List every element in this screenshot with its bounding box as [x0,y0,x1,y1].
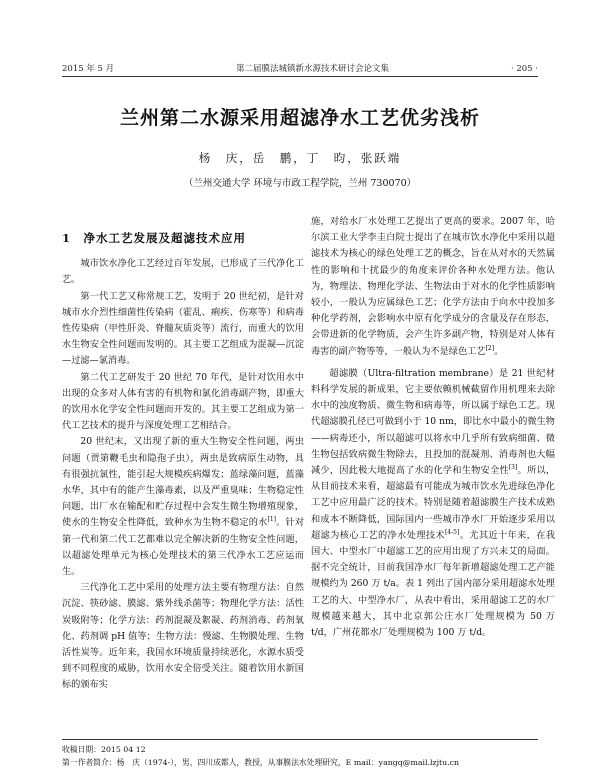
citation-ref: [1] [267,516,276,524]
citation-ref: [2] [485,344,495,352]
left-column [62,222,304,694]
paragraph: 三代净化工艺中采用的处理方法主要有物理方法：自然沉淀、筷砂滤、膜滤、紫外线杀菌等；物理化学方法：活性炭吸附等；化学方法：药剂混凝及絮凝、药剂消毒、药剂氧化、药剂调 pH 值等；生物方法：慢滤、生物膜处理、生物活性炭等。近年来，我国水环境质量持续恶化，水源水质受到不同程度的威胁，饮用水安全倍受关注。随着饮用水新国标的颁布实 [62,582,304,691]
paragraph-text: 20 世纪末，又出现了新的重大生物安全性问题，两虫问题（贾第鞭毛虫和隐孢子虫），两虫是致病原生动物，具有很强抗氯性，能引起大规模疾病爆发；蓝绿藻问题，蓝藻水华，其中有的能产生藻毒素，以及严重臭味；生物稳定性问题，出厂水在输配和贮存过程中会发生微生物增殖现象，使水的生物安全性降低，致种水为生物不稳定的水 [62,436,304,529]
paragraph-text: 。所以，从目前技术来看，超滤最有可能成为城市饮水先进绿色净化工艺中应用最广泛的技术。特别是随着超滤膜生产技术成熟和成本不断降低，国际国内一些城市净水厂开始逐步采用以超滤为核心工艺的净水处理技术 [311,465,556,541]
author-bio: 第一作者简介：杨 庆（1974-），男，四川成都人，教授，从事膜法水处理研究，E mail：yangq@mail.lzjtu.cn [62,758,460,767]
header-date: 2015 年 5 月 [62,64,115,74]
paragraph [311,214,555,360]
right-column [311,214,555,641]
paragraph [62,434,304,580]
affiliation: （兰州交通大学 环境与市政工程学院，兰州 730070） [183,178,417,189]
header-proceedings-title: 第二届膜法城镇新水源技术研讨会论文集 [236,64,390,74]
author-list: 杨 庆，岳 鹏，丁 昀，张跃端 [198,151,402,165]
footnote [62,739,538,769]
paragraph [311,366,555,641]
citation-ref: [4-5] [444,528,460,536]
paragraph-text: 。尤其近十年来，在我国大、中型水厂中超滤工艺的应用出现了方兴未艾的局面。据不完全统计，目前我国净水厂每年新增超滤处理工艺产能规模约为 260 万 t/a。表 1 列出了国内部分采用超滤水处理工艺的大、中型净水厂，从表中看出，采用超滤工艺的水厂规模越来越大，其中北京郭公庄水厂处理规模为 50 万 t/d，广州花都水厂处理规模为 100 万 t/d。 [311,529,556,639]
received-date: 收稿日期：2015 04 12 [62,745,146,754]
paragraph: 第一代工艺又称常规工艺，发明于 20 世纪初，是针对城市水介烈性细菌性传染病（霍乱、痢疾、伤寒等）和病毒性传染病（甲性肝炎、脊髓灰质炎等）流行，而重大的饮用水生物安全性问题而发明的。其主要工艺组成为混凝—沉淀—过滤—氯消毒。 [62,290,304,367]
paragraph-text: 超滤膜（Ultra-filtration membrane）是 21 世纪材料科学发展的新成果，它主要依赖机械截留作用机理来去除水中的浊度物质、微生物和病毒等，所以属于绿色工艺。现代超滤膜孔径已可做到小于 10 nm，即比水中最小的微生物——病毒还小，所以超滤可以将水中几乎所有致病细菌、微生物包括致病微生物除去，且投加的混凝剂、消毒剂也大幅减少，因此极大地提高了水的化学和生物安全性 [311,367,555,477]
paper-title: 兰州第二水源采用超滤净水工艺优劣浅析 [119,107,480,129]
paragraph-text: 。 [494,345,504,357]
paragraph-text: 施，对给水厂水处理工艺提出了更高的要求。2007 年，哈尔滨工业大学李圭白院士提出了在城市饮水净化中采用以超滤技术为核心的绿色处理工艺的概念，旨在从对水的天然属性的影响和十扰最少的角度来评价各种水处理方法。他认为，物理法、物理化学法、生物法由于对水的化学性质影响较小，一般认为应属绿色工艺；化学方法由于向水中投加多种化学药剂，会影响水中原有化学成分的含量及存在形态，会带进新的化学物质，会产生许多副产物，特别是对人体有毒害的副产物等等，一般认为不是绿色工艺 [311,216,555,357]
section-heading: 1 净水工艺发展及超滤技术应用 [62,231,246,245]
paragraph: 第二代工艺研发于 20 世纪 70 年代，是针对饮用水中出现的众多对人体有害的有机物和氯化消毒副产物，即重大的饮用水化学安全性问题而开发的。其主要工艺组成为第一代工艺技术的提升与深度处理工艺相结合。 [62,371,304,432]
running-header [62,60,538,77]
citation-ref: [3] [508,463,518,471]
header-page-number: · 205 · [510,64,538,74]
paragraph-text: 。针对第一代和第二代工艺都难以完全解决新的生物安全性问题，以超滤处理单元为核心处理技术的第三代净水工艺应运而生。 [62,517,305,578]
paragraph: 城市饮水净化工艺经过百年发展，已形成了三代净化工艺。 [62,258,304,286]
